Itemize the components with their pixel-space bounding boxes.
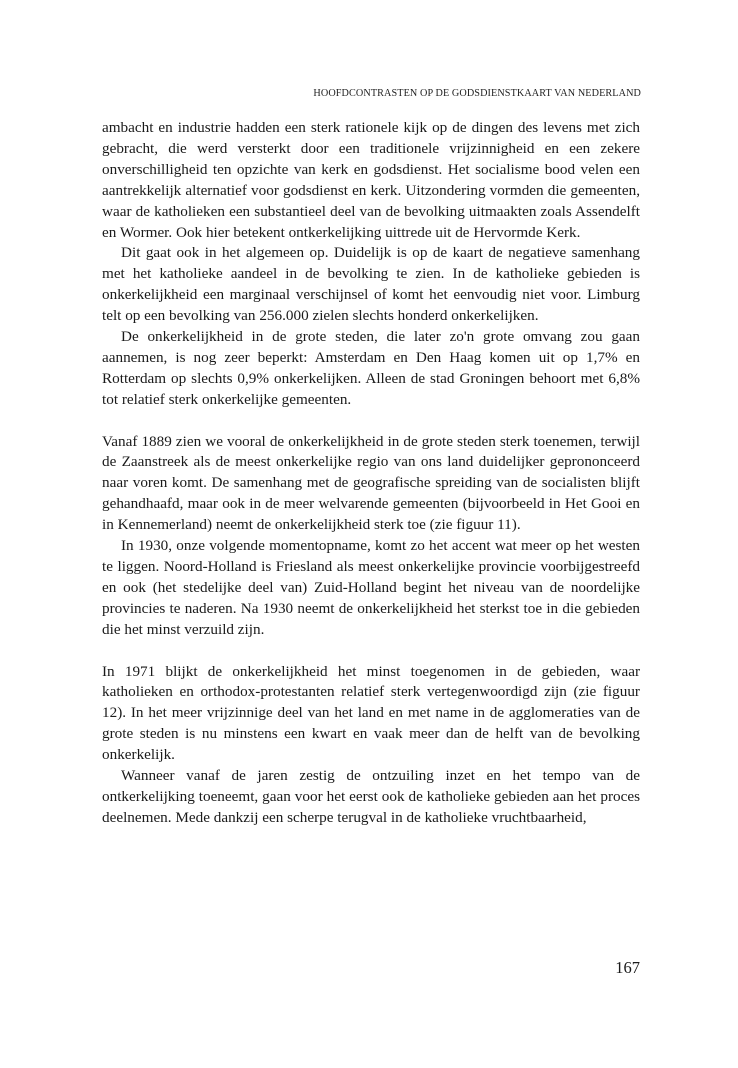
paragraph-1930: In 1930, onze volgende momentopname, komt zo het accent wat meer op het westen te liggen. Noord-Holland is Friesland als meest onkerkelijke provincie voorbijgestreefd en ook (het stedelijke deel van) Zuid-Holland begint het niveau van de noordelijke provincies te naderen. Na 1930 neemt de onkerkelijkheid het sterkst toe in die gebieden die het minst verzuild zijn.	[102, 537, 640, 638]
paragraph-from-1889: Vanaf 1889 zien we vooral de onkerkelijkheid in de grote steden sterk toenemen, terwijl de Zaanstreek als de meest onkerkelijke regio van ons land duidelijker geprononceerd naar voren komt. De samenhang met de geografische spreiding van de socialisten blijft gehandhaafd, maar ook in de meer welvarende gemeenten (bijvoorbeeld in Het Gooi en in Kennemerland) neemt de onkerkelijkheid sterk toe (zie figuur 11).	[102, 432, 640, 534]
page-number: 167	[615, 958, 640, 977]
body-text	[102, 118, 640, 829]
paragraph-catholic-correlation: Dit gaat ook in het algemeen op. Duidelijk is op de kaart de negatieve samenhang met het katholieke aandeel in de bevolking te zien. In de katholieke gebieden is onkerkelijkheid een marginaal verschijnsel of komt het eenvoudig niet voor. Limburg telt op een bevolking van 256.000 zielen slechts honderd onkerkelijken.	[102, 244, 640, 325]
paragraph-large-cities: De onkerkelijkheid in de grote steden, die later zo'n grote omvang zou gaan aannemen, is nog zeer beperkt: Amsterdam en Den Haag komen uit op 1,7% en Rotterdam op slechts 0,9% onkerkelijken. Alleen de stad Groningen behoort met 6,8% tot relatief sterk onkerkelijke gemeenten.	[102, 328, 640, 408]
paragraph-continuation: ambacht en industrie hadden een sterk rationele kijk op de dingen des levens met zich gebracht, die werd versterkt door een traditionele vrijzinnigheid en een zekere onverschilligheid ten opzichte van kerk en godsdienst. Het socialisme bood velen een aantrekkelijk alternatief voor godsdienst en kerk. Uitzondering vormden die gemeenten, waar de katholieken een substantieel deel van de bevolking uitmaakten zoals Assendelft en Wormer. Ook hier betekent ontkerkelijking uittrede uit de Hervormde Kerk.	[102, 119, 640, 241]
paragraph-sixties: Wanneer vanaf de jaren zestig de ontzuiling inzet en het tempo van de ontkerkelijking toeneemt, gaan voor het eerst ook de katholieke gebieden aan het proces deelnemen. Mede dankzij een scherpe terugval in de katholieke vruchtbaarheid,	[102, 767, 640, 826]
running-head: HOOFDCONTRASTEN OP DE GODSDIENSTKAART VAN NEDERLAND	[313, 88, 641, 99]
paragraph-1971: In 1971 blijkt de onkerkelijkheid het minst toegenomen in de gebieden, waar katholieken en orthodox-protestanten relatief sterk vertegenwoordigd zijn (zie figuur 12). In het meer vrijzinnige deel van het land en met name in de agglomeraties van de grote steden is nu minstens een kwart en vaak meer dan de helft van de bevolking onkerkelijk.	[102, 662, 640, 764]
